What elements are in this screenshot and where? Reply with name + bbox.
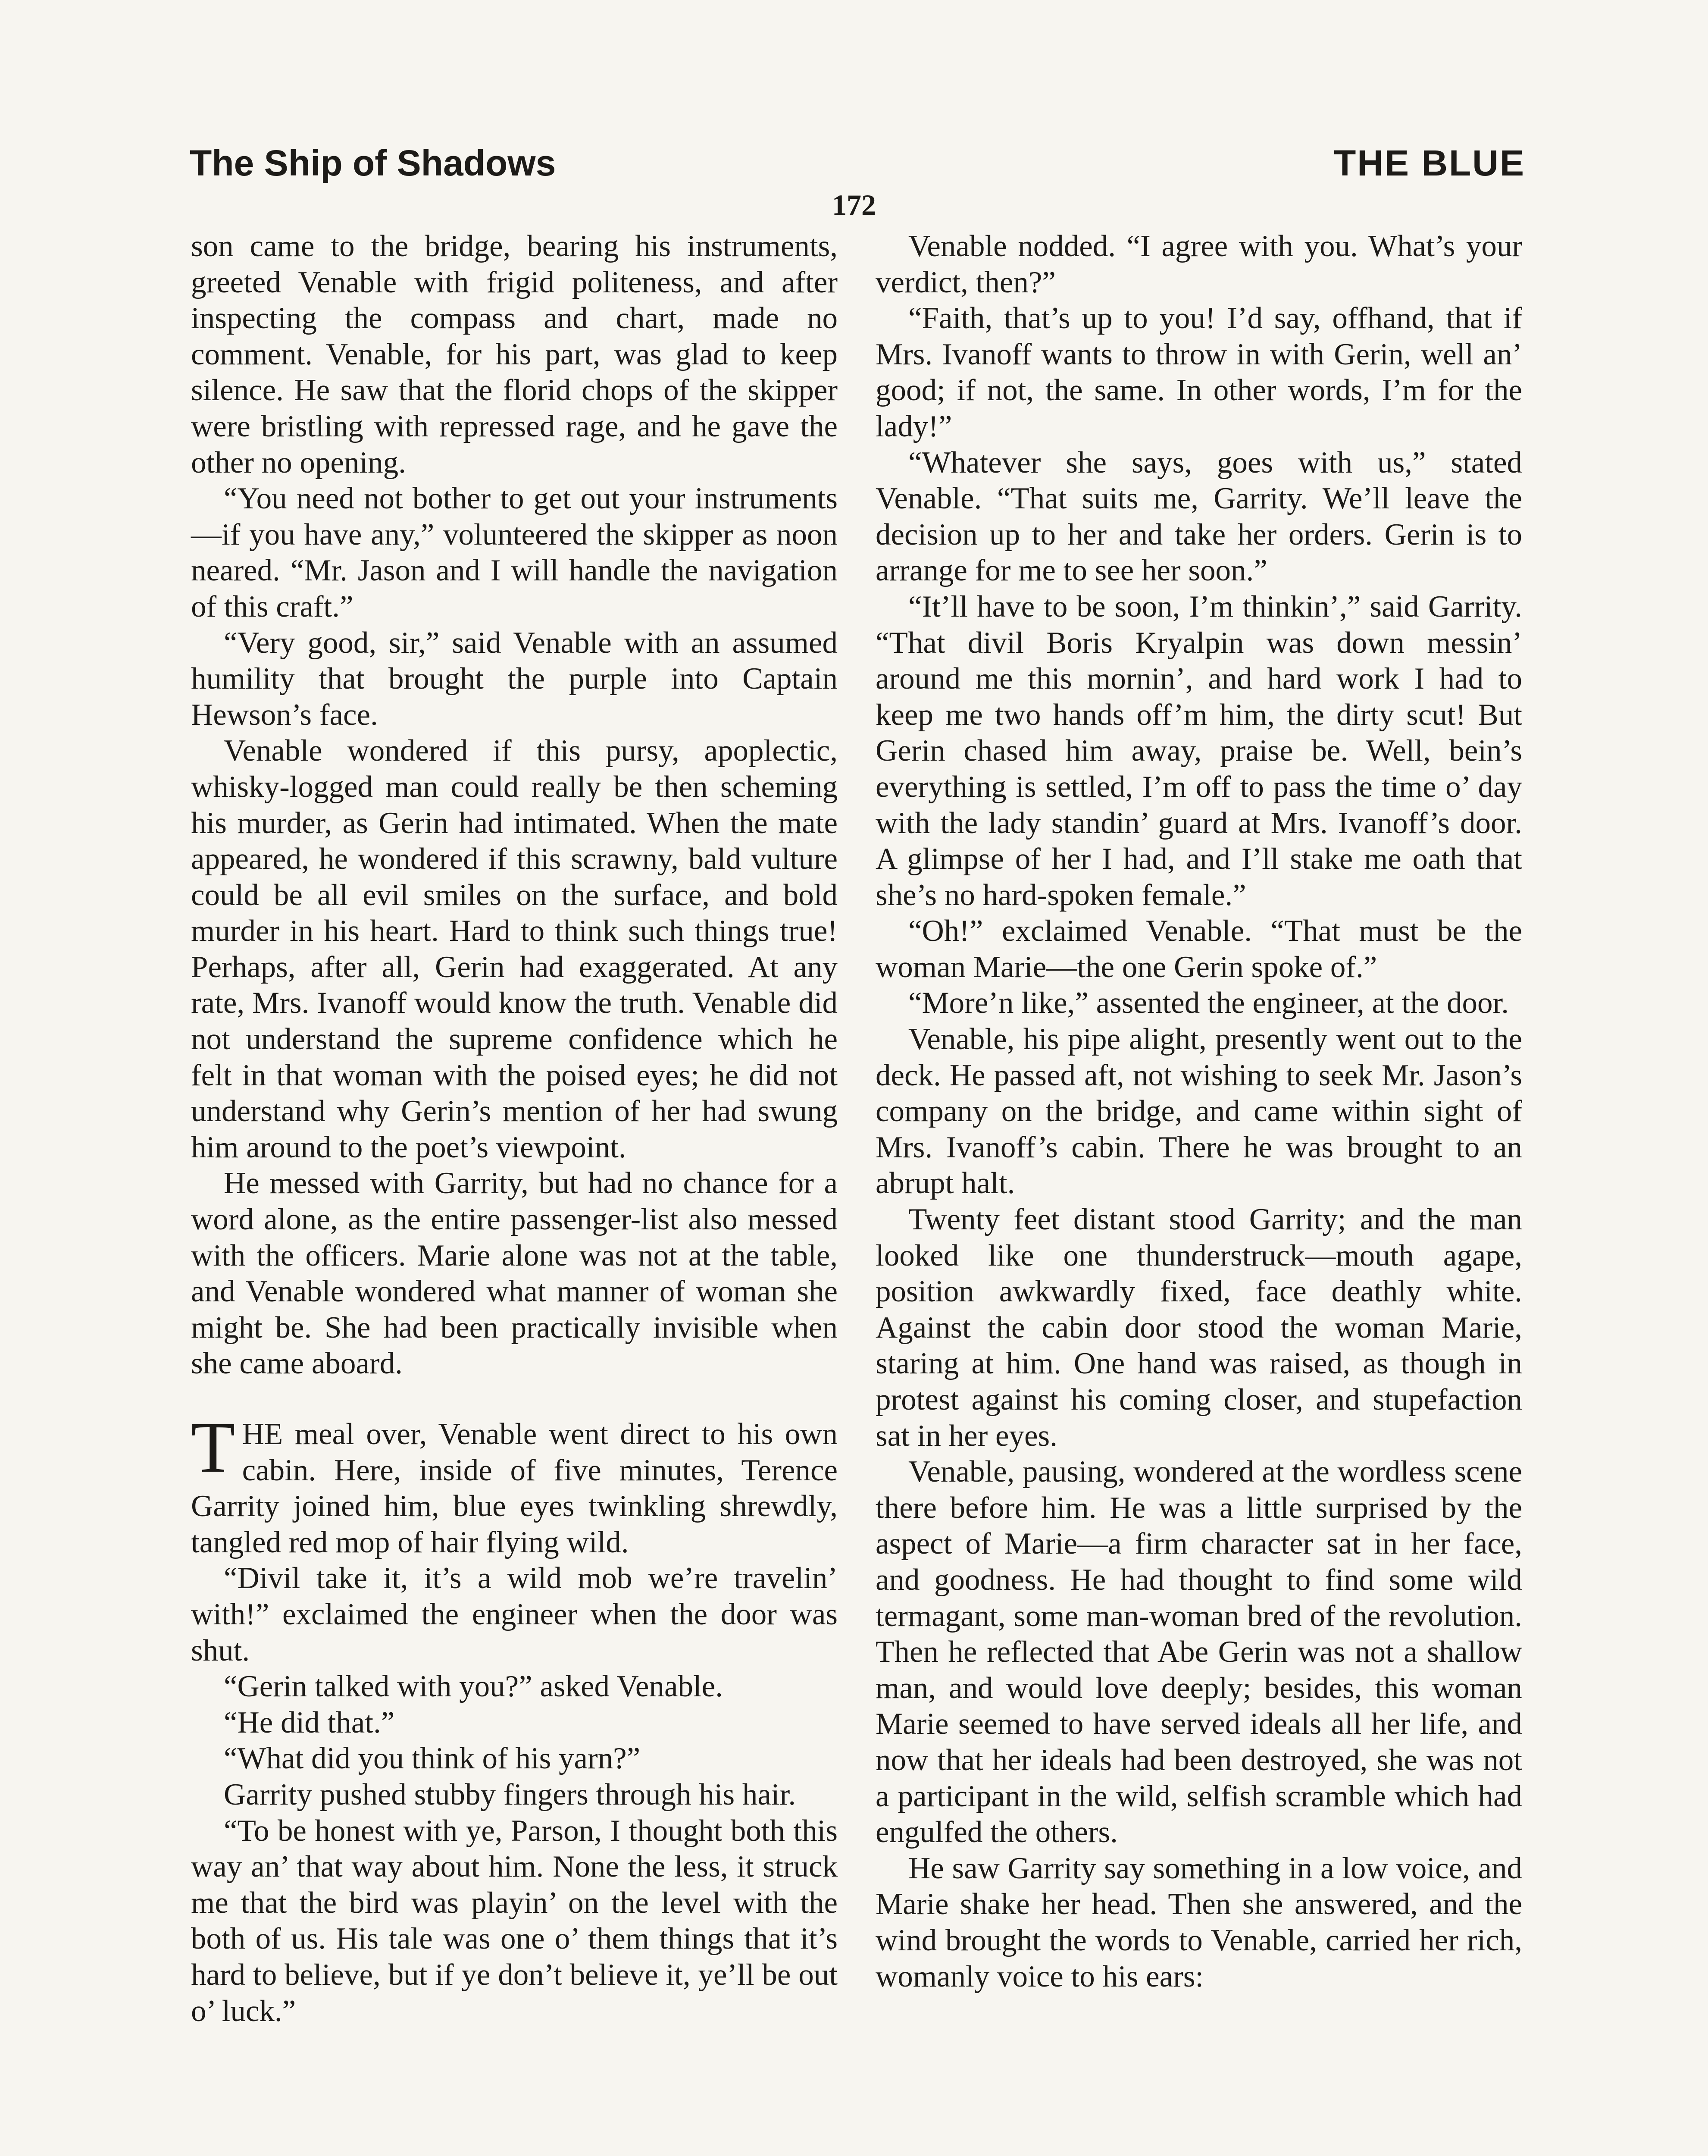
paragraph: “It’ll have to be soon, I’m thinkin’,” said Garrity. “That divil Boris Kryalpin was down messin’ around me this mornin’, and hard work I had to keep me two hands off’m him, the dirty scut! But Gerin chased him away, praise be. Well, bein’s everything is settled, I’m off to pass the time o’ day with the lady standin’ guard at Mrs. Ivanoff’s door. A glimpse of her I had, and I’ll stake me oath that she’s no hard-spoken female.”: [876, 589, 1522, 912]
paragraph: He messed with Garrity, but had no chance for a word alone, as the entire passenger-list also messed with the officers. Marie alone was not at the table, and Venable wondered what manner of woman she might be. She had been practically invisible when she came aboard.: [191, 1166, 838, 1381]
paragraph: He saw Garrity say something in a low voice, and Marie shake her head. Then she answered, and the wind brought the words to Venable, carried her rich, womanly voice to his ears:: [876, 1851, 1522, 1993]
page-number: 172: [832, 188, 876, 221]
paragraph: “Gerin talked with you?” asked Venable.: [224, 1670, 723, 1704]
running-head: [190, 137, 1525, 189]
drop-cap: T: [191, 1407, 235, 1488]
paragraph: “Very good, sir,” said Venable with an assumed humility that brought the purple into Captain Hewson’s face.: [191, 626, 838, 732]
magazine-title: THE BLUE: [1334, 143, 1525, 183]
paragraph: Twenty feet distant stood Garrity; and the man looked like one thunderstruck—mouth agape, position awkwardly fixed, face deathly white. Against the cabin door stood the woman Marie, staring at him. One hand was raised, as though in protest against his coming closer, and stupefaction sat in her eyes.: [876, 1203, 1522, 1453]
section-opening-paragraph: [191, 1407, 838, 1561]
paragraph: son came to the bridge, bearing his instruments, greeted Venable with frigid politeness, and after inspecting the compass and chart, made no comment. Venable, for his part, was glad to keep silence. He saw that the florid chops of the skipper were bristling with repressed rage, and he gave the other no opening.: [191, 229, 838, 479]
paragraph: Garrity pushed stubby fingers through his hair.: [224, 1777, 796, 1811]
paragraph: “To be honest with ye, Parson, I thought both this way an’ that way about him. None the less, it struck me that the bird was playin’ on the level with the both of us. His tale was one o’ them things that it’s hard to believe, but if ye don’t believe it, ye’ll be out o’ luck.”: [191, 1814, 838, 2028]
story-title: The Ship of Shadows: [190, 143, 556, 183]
right-column: [876, 229, 1522, 1995]
paragraph: “What did you think of his yarn?”: [224, 1742, 641, 1776]
left-column: [191, 229, 838, 2029]
paragraph: “Divil take it, it’s a wild mob we’re travelin’ with!” exclaimed the engineer when the door was shut.: [191, 1561, 838, 1667]
paragraph: Venable, pausing, wondered at the wordless scene there before him. He was a little surprised by the aspect of Marie—a firm character sat in her face, and goodness. He had thought to find some wild termagant, some man-woman bred of the revolution. Then he reflected that Abe Gerin was not a shallow man, and would love deeply; besides, this woman Marie seemed to have served ideals all her life, and now that her ideals had been destroyed, she was not a participant in the wild, selfish scramble which had engulfed the others.: [876, 1455, 1522, 1849]
paragraph: “Faith, that’s up to you! I’d say, offhand, that if Mrs. Ivanoff wants to throw in with Gerin, well an’ good; if not, the same. In other words, I’m for the lady!”: [876, 301, 1522, 443]
paragraph: “Whatever she says, goes with us,” stated Venable. “That suits me, Garrity. We’ll leave the decision up to her and take her orders. Gerin is to arrange for me to see her soon.”: [876, 445, 1522, 588]
paragraph: “Oh!” exclaimed Venable. “That must be the woman Marie—the one Gerin spoke of.”: [876, 914, 1522, 984]
paragraph: “More’n like,” assented the engineer, at the door.: [908, 986, 1509, 1020]
paragraph: “You need not bother to get out your instruments—if you have any,” volunteered the skipper as noon neared. “Mr. Jason and I will handle the navigation of this craft.”: [191, 482, 838, 624]
paragraph: “He did that.”: [224, 1705, 395, 1739]
section-opening-text: HE meal over, Venable went direct to his own cabin. Here, inside of five minutes, Terence Garrity joined him, blue eyes twinkling shrewdly, tangled red mop of hair flying wild.: [191, 1417, 838, 1559]
paragraph: Venable, his pipe alight, presently went out to the deck. He passed aft, not wishing to seek Mr. Jason’s company on the bridge, and came within sight of Mrs. Ivanoff’s cabin. There he was brought to an abrupt halt.: [876, 1022, 1522, 1200]
paragraph: Venable nodded. “I agree with you. What’s your verdict, then?”: [876, 229, 1522, 299]
paragraph: Venable wondered if this pursy, apoplectic, whisky-logged man could really be then scheming his murder, as Gerin had intimated. When the mate appeared, he wondered if this scrawny, bald vulture could be all evil smiles on the surface, and bold murder in his heart. Hard to think such things true! Perhaps, after all, Gerin had exaggerated. At any rate, Mrs. Ivanoff would know the truth. Venable did not understand the supreme confidence which he felt in that woman with the poised eyes; he did not understand why Gerin’s mention of her had swung him around to the poet’s viewpoint.: [191, 734, 838, 1164]
